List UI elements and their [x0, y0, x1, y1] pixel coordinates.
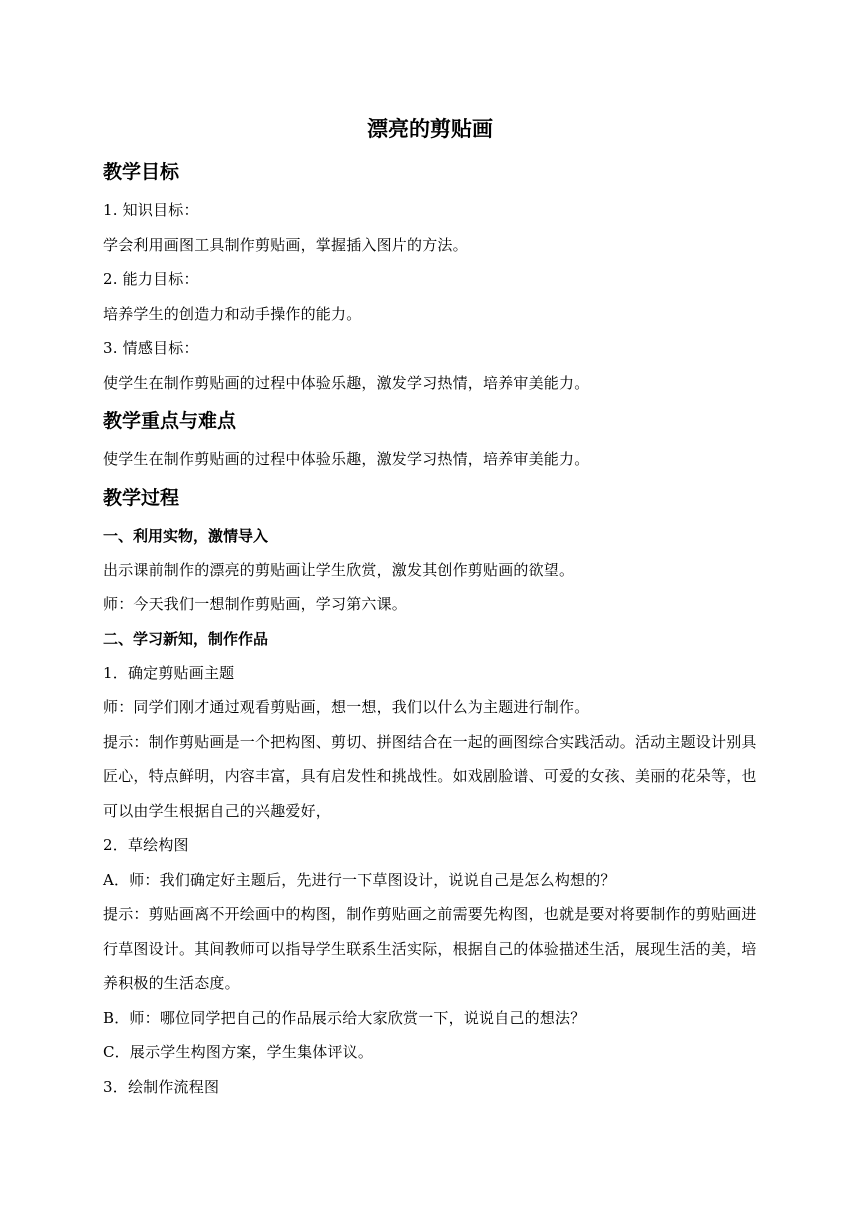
- subheading-part2: 二、学习新知，制作作品: [103, 629, 269, 648]
- goal-line: 学会利用画图工具制作剪贴画，掌握插入图片的方法。: [103, 235, 468, 254]
- heading-focus: 教学重点与难点: [103, 410, 237, 432]
- process-line: 出示课前制作的漂亮的剪贴画让学生欣赏，激发其创作剪贴画的欲望。: [103, 560, 575, 579]
- focus-text: 使学生在制作剪贴画的过程中体验乐趣，激发学习热情，培养审美能力。: [103, 450, 590, 468]
- goal-line: 使学生在制作剪贴画的过程中体验乐趣，激发学习热情，培养审美能力。: [103, 373, 590, 392]
- goal-line: 1. 知识目标：: [103, 201, 199, 219]
- process-line: 2．草绘构图: [103, 836, 189, 854]
- goal-line: 2. 能力目标：: [103, 270, 199, 288]
- goal-line: 3. 情感目标：: [103, 339, 199, 357]
- page-title: 漂亮的剪贴画: [367, 117, 493, 141]
- process-line: B．师：哪位同学把自己的作品展示给大家欣赏一下，说说自己的想法？: [103, 1008, 586, 1027]
- process-line: 3．绘制作流程图: [103, 1077, 220, 1096]
- heading-goals: 教学目标: [103, 161, 180, 183]
- process-line: 师：同学们刚才通过观看剪贴画，想一想，我们以什么为主题进行制作。: [103, 698, 590, 716]
- process-paragraph: 提示：剪贴画离不开绘画中的构图，制作剪贴画之前需要先构图，也就是要对将要制作的剪贴画进行草图设计。其间教师可以指导学生联系生活实际，根据自己的体验描述生活，展现生活的美，培养积极的生活态度。: [103, 905, 757, 992]
- document-body: [103, 157, 761, 1104]
- process-paragraph: 提示：制作剪贴画是一个把构图、剪切、拼图结合在一起的画图综合实践活动。活动主题设计别具匠心，特点鲜明，内容丰富，具有启发性和挑战性。如戏剧脸谱、可爱的女孩、美丽的花朵等，也可以由学生根据自己的兴趣爱好，: [103, 732, 757, 820]
- process-line: C．展示学生构图方案，学生集体评议。: [103, 1043, 374, 1061]
- heading-process: 教学过程: [103, 486, 180, 509]
- process-line: 1．确定剪贴画主题: [103, 663, 235, 682]
- process-line: 师：今天我们一想制作剪贴画，学习第六课。: [103, 595, 408, 613]
- process-line: A．师：我们确定好主题后，先进行一下草图设计，说说自己是怎么构想的？: [103, 870, 616, 889]
- subheading-part1: 一、利用实物，激情导入: [103, 526, 269, 545]
- goal-line: 培养学生的创造力和动手操作的能力。: [103, 304, 362, 323]
